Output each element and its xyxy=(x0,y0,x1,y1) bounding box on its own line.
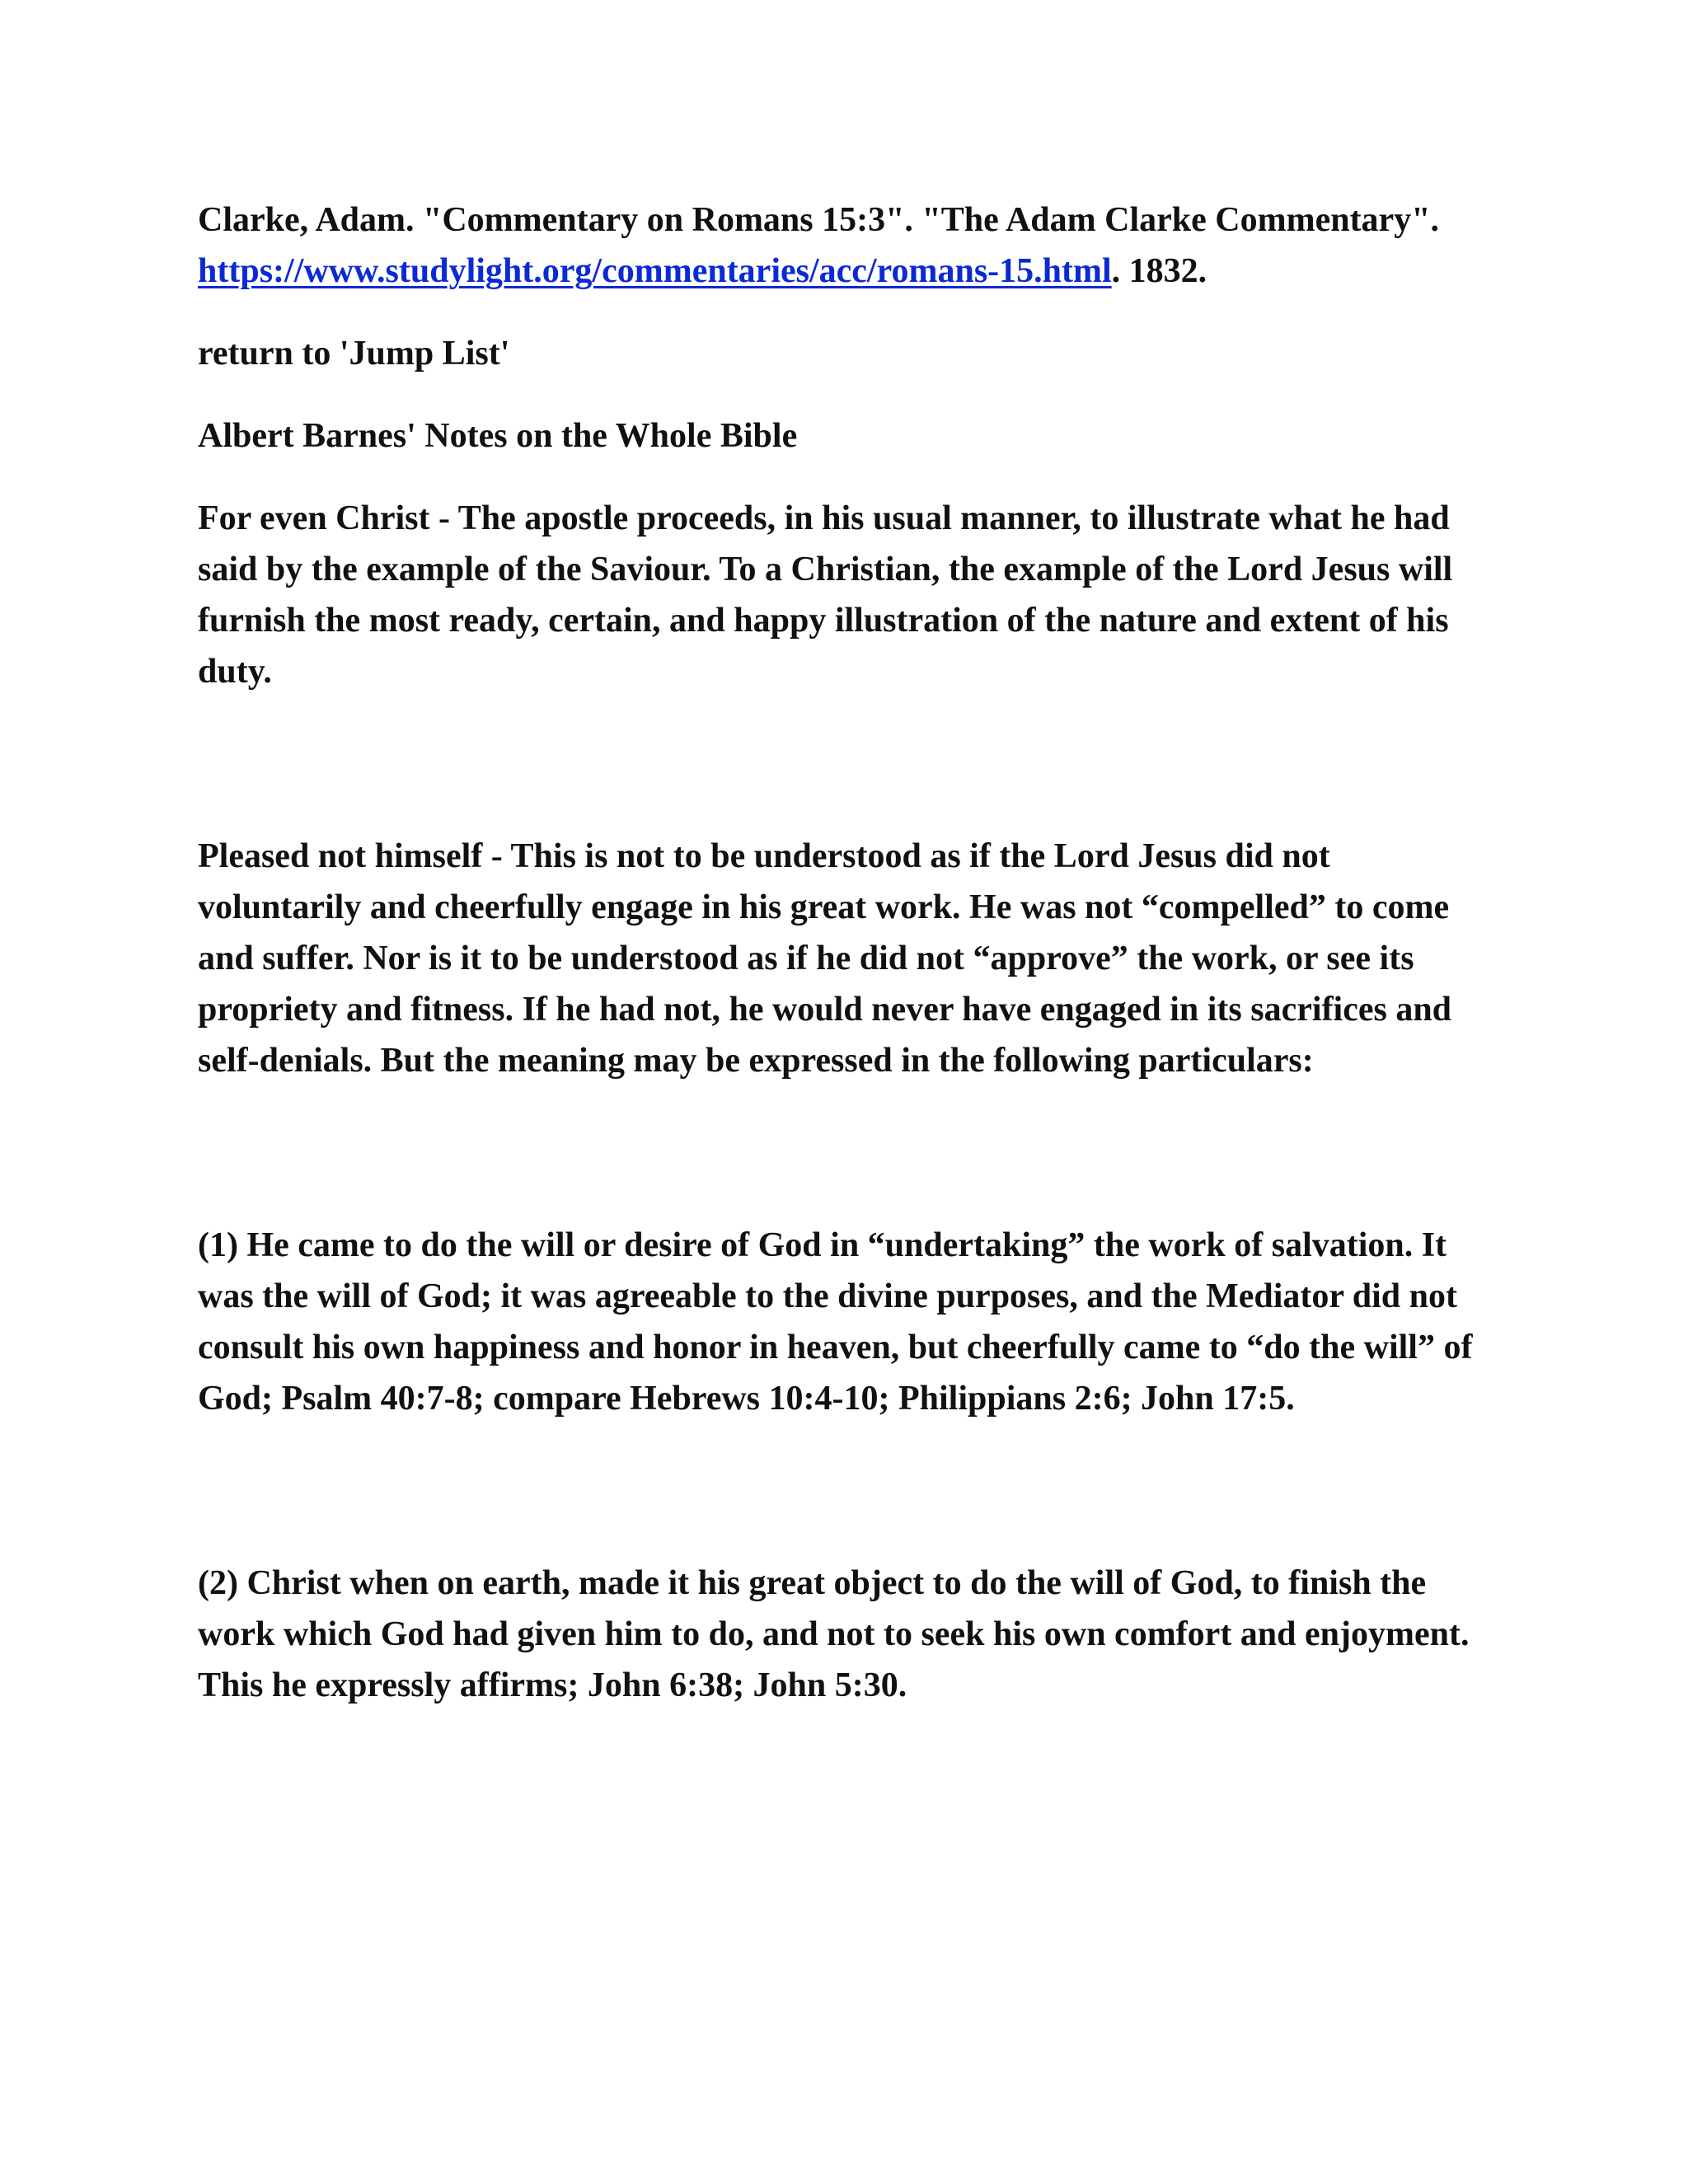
barnes-notes-heading: Albert Barnes' Notes on the Whole Bible xyxy=(198,417,798,455)
citation-suffix: . 1832. xyxy=(1111,252,1207,290)
citation-prefix: Clarke, Adam. "Commentary on Romans 15:3". "The Adam Clarke Commentary". xyxy=(198,201,1440,239)
studylight-url-link[interactable]: https://www.studylight.org/commentaries/acc/romans-15.html xyxy=(198,252,1112,290)
paragraph-pleased-not-himself: Pleased not himself - This is not to be understood as if the Lord Jesus did not voluntarily and cheerfully engage in his great work. He was not “compelled” to come and suffer. Nor is it to be understood as if he did not “approve” the work, or see its propriety and fitness. If he had not, he would never have engaged in its sacrifices and self-denials. But the meaning may be expressed in the following particulars: xyxy=(198,837,1452,1080)
document-page xyxy=(198,194,1500,1711)
paragraph-point-1: (1) He came to do the will or desire of God in “undertaking” the work of salvation. It was the will of God; it was agreeable to the divine purposes, and the Mediator did not consult his own happiness and honor in heaven, but cheerfully came to “do the will” of God; Psalm 40:7-8; compare Hebrews 10:4-10; Philippians 2:6; John 17:5. xyxy=(198,1226,1473,1418)
return-to-jump-list-link[interactable]: return to 'Jump List' xyxy=(198,335,510,373)
paragraph-point-2: (2) Christ when on earth, made it his great object to do the will of God, to finish the work which God had given him to do, and not to seek his own comfort and enjoyment. This he expressly affirms; John 6:38; John 5:30. xyxy=(198,1564,1470,1704)
clarke-citation xyxy=(198,194,1500,297)
paragraph-for-even-christ: For even Christ - The apostle proceeds, in his usual manner, to illustrate what he had said by the example of the Saviour. To a Christian, the example of the Lord Jesus will furnish the most ready, certain, and happy illustration of the nature and extent of his duty. xyxy=(198,499,1453,691)
